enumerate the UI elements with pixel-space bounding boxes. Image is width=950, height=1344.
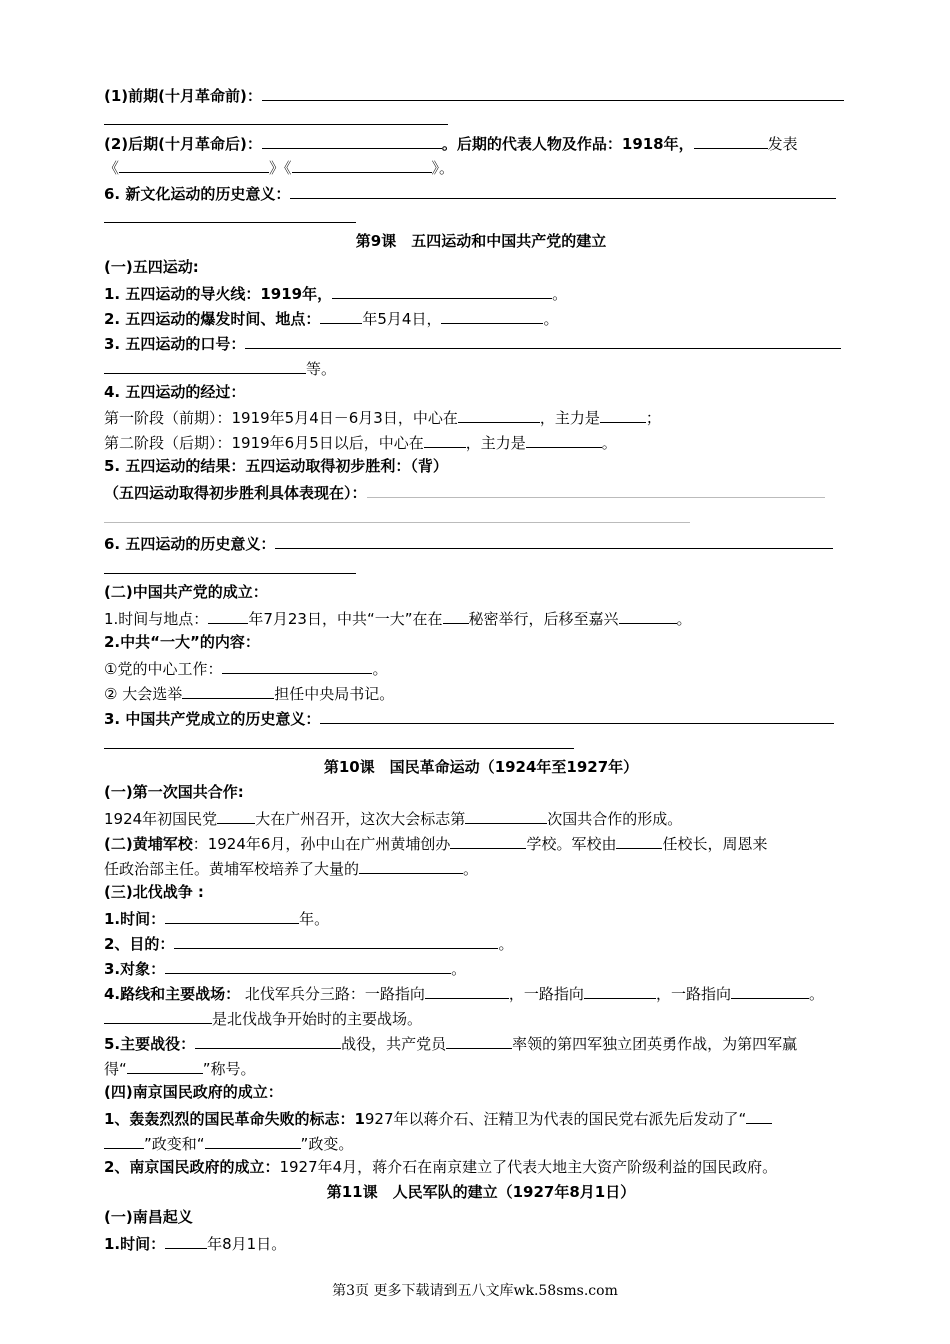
lesson-9-title: 第9课 五四运动和中国共产党的建立 <box>355 232 607 250</box>
item-result-detail: （五四运动取得初步胜利具体表现在）： <box>104 479 858 503</box>
item-early-period: (1)前期(十月革命前)： <box>104 82 858 106</box>
blank <box>584 980 656 999</box>
item-slogan-cont: 等。 <box>104 355 858 379</box>
blank <box>694 130 768 149</box>
item-stage-2: 第二阶段（后期）：1919年6月5日以后，中心在 ，主力是 。 <box>104 429 858 453</box>
item-cpc-time-place: 1.时间与地点： 年7月23日，中共“一大”在在 秘密举行，后移至嘉兴 。 <box>104 605 858 629</box>
blank <box>619 605 677 624</box>
blank <box>262 130 442 149</box>
blank <box>292 154 432 173</box>
item-late-works: 《 》《 》。 <box>104 154 858 178</box>
blank <box>127 1055 203 1074</box>
item-cooperation: 1924年初国民党 大在广州召开，这次大会标志第 次国共合作的形成。 <box>104 805 858 829</box>
blank <box>104 106 448 125</box>
section-cpc: (二)中国共产党的成立： <box>104 583 268 601</box>
item-cpc-center: ①党的中心工作： 。 <box>104 655 858 679</box>
section-may-fourth: (一)五四运动: <box>104 258 199 276</box>
blank <box>104 1005 212 1024</box>
blank <box>119 154 269 173</box>
section-nanchang-uprising: (一)南昌起义 <box>104 1208 193 1226</box>
section-northern-expedition: (三)北伐战争 : <box>104 883 204 901</box>
item-stage-1: 第一阶段（前期）：1919年5月4日－6月3日，中心在 ，主力是 ； <box>104 404 858 428</box>
blank <box>424 429 466 448</box>
item-nc-significance-cont <box>104 204 858 228</box>
item-mf-significance: 6. 五四运动的历史意义： <box>104 530 858 554</box>
lesson-10-title: 第10课 国民革命运动（1924年至1927年） <box>323 758 639 776</box>
section-first-cooperation: (一)第一次国共合作: <box>104 783 244 801</box>
item-whampoa: (二)黄埔军校：1924年6月，孙中山在广州黄埔创办 学校。军校由 任校长，周恩来 <box>104 830 858 854</box>
blank <box>104 730 574 749</box>
item-time-place: 2. 五四运动的爆发时间、地点： 年5月4日， 。 <box>104 305 858 329</box>
blank <box>262 82 844 101</box>
blank <box>245 330 841 349</box>
item-ne-target: 3.对象： 。 <box>104 955 858 979</box>
blank <box>600 404 646 423</box>
blank <box>104 555 356 574</box>
item-result: 5. 五四运动的结果：五四运动取得初步胜利：（背） <box>104 457 448 475</box>
blank <box>195 1030 341 1049</box>
item-result-detail-cont <box>104 504 858 528</box>
item-ne-route: 4.路线和主要战场： 北伐军兵分三路：一路指向 ，一路指向 ，一路指向 。 <box>104 980 858 1004</box>
section-nanjing-government: (四)南京国民政府的成立： <box>104 1083 283 1101</box>
blank <box>104 1130 144 1149</box>
blank <box>208 605 248 624</box>
item-ne-route-cont: 是北伐战争开始时的主要战场。 <box>104 1005 858 1029</box>
blank <box>616 830 662 849</box>
blank <box>104 204 356 223</box>
blank <box>367 479 825 498</box>
blank <box>359 855 463 874</box>
item-slogan: 3. 五四运动的口号： <box>104 330 858 354</box>
blank <box>104 504 690 523</box>
item-revolution-failure-cont: ”政变和“ ”政变。 <box>104 1130 858 1154</box>
item-early-period-cont <box>104 106 858 130</box>
item-late-period: (2)后期(十月革命后)： 。后期的代表人物及作品：1918年， 发表 <box>104 130 858 154</box>
blank <box>275 530 833 549</box>
blank <box>222 655 372 674</box>
item-process: 4. 五四运动的经过： <box>104 383 246 401</box>
blank <box>441 305 543 324</box>
item-cpc-content: 2.中共“一大”的内容： <box>104 633 260 651</box>
item-cpc-significance-cont <box>104 730 858 754</box>
blank <box>332 280 552 299</box>
blank <box>165 955 451 974</box>
item-nanjing-founding: 2、南京国民政府的成立：1927年4月，蒋介石在南京建立了代表大地主大资产阶级利益的国民政府。 <box>104 1158 778 1176</box>
item-cpc-significance: 3. 中国共产党成立的历史意义： <box>104 705 858 729</box>
blank <box>458 404 540 423</box>
item-fuse: 1. 五四运动的导火线：1919年， 。 <box>104 280 858 304</box>
blank <box>526 429 602 448</box>
item-ne-battles: 5.主要战役： 战役，共产党员 率领的第四军独立团英勇作战，为第四军赢 <box>104 1030 858 1054</box>
blank <box>450 830 526 849</box>
item-nanchang-time: 1.时间： 年8月1日。 <box>104 1230 858 1254</box>
blank <box>320 705 834 724</box>
item-whampoa-cont: 任政治部主任。黄埔军校培养了大量的 。 <box>104 855 858 879</box>
page-footer: 第3页 更多下载请到五八文库wk.58sms.com <box>332 1283 618 1299</box>
blank <box>165 905 299 924</box>
blank <box>174 930 498 949</box>
blank <box>182 680 274 699</box>
item-ne-time: 1.时间： 年。 <box>104 905 858 929</box>
item-nc-significance: 6. 新文化运动的历史意义： <box>104 180 858 204</box>
item-ne-purpose: 2、目的： 。 <box>104 930 858 954</box>
blank <box>446 1030 512 1049</box>
item-revolution-failure: 1、轰轰烈烈的国民革命失败的标志：1927年以蒋介石、汪精卫为代表的国民党右派先后发动了“ <box>104 1105 858 1129</box>
blank <box>425 980 509 999</box>
item-ne-battles-cont: 得“ ”称号。 <box>104 1055 858 1079</box>
blank <box>443 605 469 624</box>
blank <box>165 1230 207 1249</box>
item-cpc-election: ② 大会选举 担任中央局书记。 <box>104 680 858 704</box>
lesson-11-title: 第11课 人民军队的建立（1927年8月1日） <box>326 1183 636 1201</box>
blank <box>217 805 255 824</box>
blank <box>205 1130 301 1149</box>
blank <box>731 980 809 999</box>
blank <box>290 180 836 199</box>
blank <box>465 805 547 824</box>
blank <box>320 305 362 324</box>
item-mf-significance-cont <box>104 555 858 579</box>
blank <box>104 355 306 374</box>
blank <box>746 1105 772 1124</box>
